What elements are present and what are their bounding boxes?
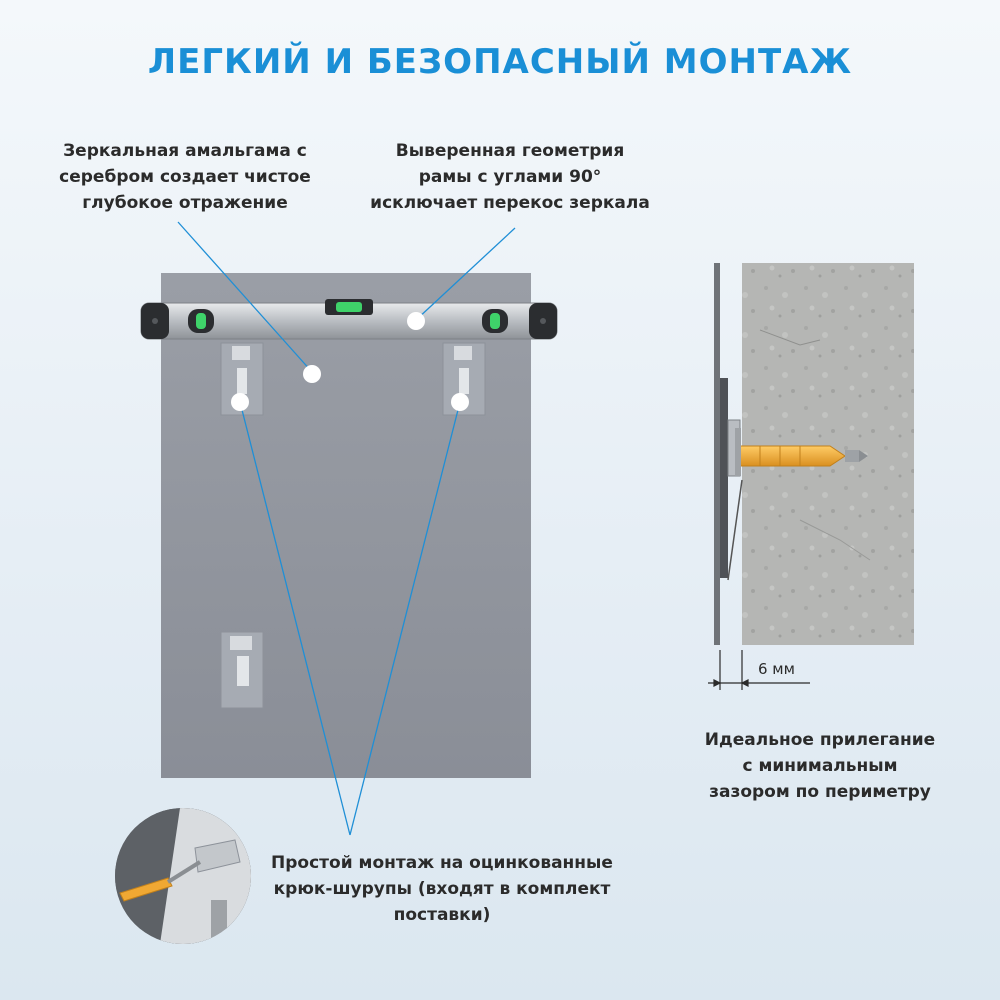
page-title: ЛЕГКИЙ И БЕЗОПАСНЫЙ МОНТАЖ bbox=[147, 42, 853, 82]
caption-fit: Идеальное прилегание с минимальным зазором по периметру bbox=[704, 730, 936, 802]
caption-mount: Простой монтаж на оцинкованные крюк-шурупы (входят в комплект поставки) bbox=[271, 853, 613, 925]
hook-bottom bbox=[221, 632, 263, 708]
gap-label: 6 мм bbox=[758, 660, 795, 678]
mount-detail-circle bbox=[115, 808, 251, 944]
caption-geometry: Выверенная геометрия рамы с углами 90° исключает перекос зеркала bbox=[370, 141, 650, 213]
caption-amalgam: Зеркальная амальгама с серебром создает чистое глубокое отражение bbox=[59, 141, 311, 213]
spirit-level bbox=[141, 299, 557, 339]
